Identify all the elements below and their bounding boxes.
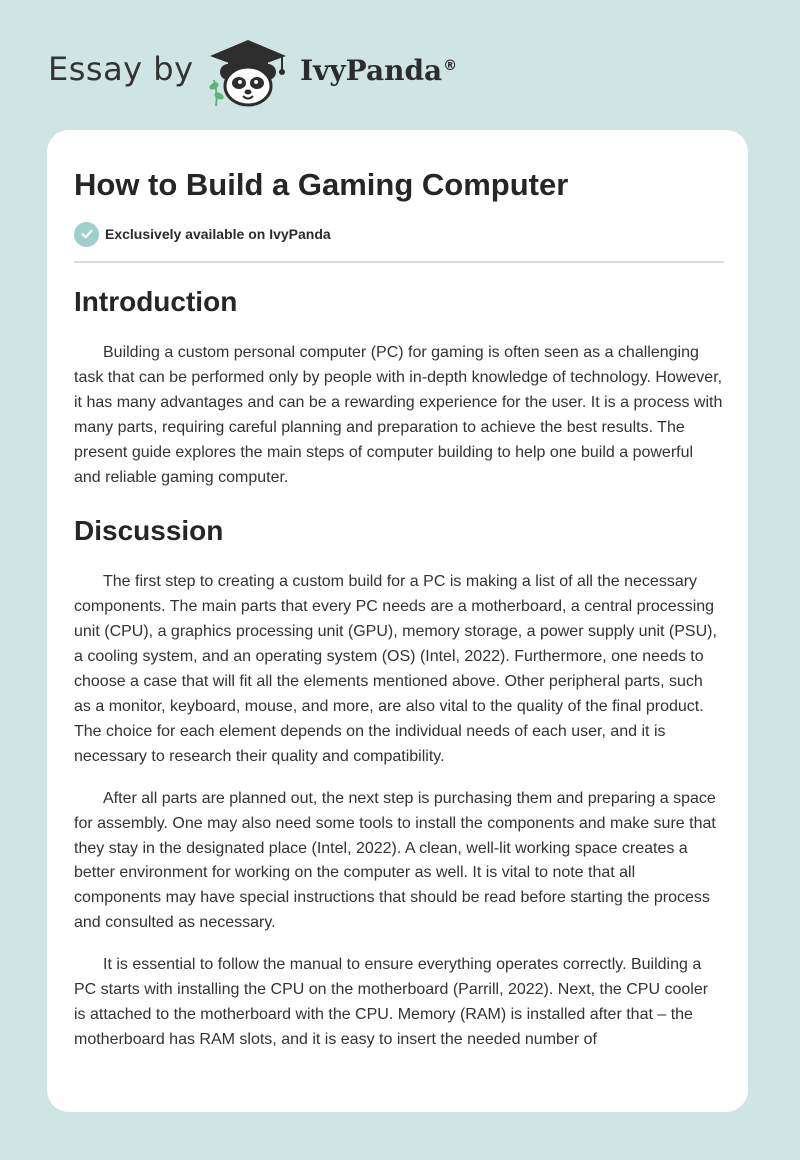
- essay-card: [47, 130, 748, 1112]
- exclusive-badge: [74, 221, 724, 247]
- title-divider: [74, 261, 724, 263]
- discussion-paragraph-1: The first step to creating a custom build for a PC is making a list of all the necessary components. The main parts that every PC needs are a motherboard, a central processing unit (CPU), a graphics processing unit (GPU), memory storage, a power supply unit (PSU), a cooling system, and an operating system (OS) (Intel, 2022). Furthermore, one needs to choose a case that will fit all the elements mentioned above. Other peripheral parts, such as a monitor, keyboard, mouse, and more, are also vital to the quality of the final product. The choice for each element depends on the individual needs of each user, and it is necessary to research their quality and compatibility.: [74, 573, 717, 765]
- brand-header: [48, 30, 488, 110]
- leaf-bottom: [213, 91, 225, 101]
- registered-mark: ®: [443, 57, 458, 74]
- intro-paragraph: Building a custom personal computer (PC) for gaming is often seen as a challenging task that can be performed only by people with in-depth knowledge of technology. However, it has many advantages and can be a rewarding experience for the user. It is a process with many parts, requiring careful planning and preparation to achieve the best results. The present guide explores the main steps of computer building to help one build a powerful and reliable gaming computer.: [74, 344, 723, 486]
- checkmark-icon: [74, 222, 99, 247]
- panda-nose: [245, 90, 252, 95]
- section-heading-introduction: Introduction: [74, 286, 238, 317]
- exclusive-label: Exclusively available on IvyPanda: [105, 226, 331, 242]
- panda-eye-left: [238, 80, 242, 84]
- brand-prefix: Essay by: [48, 50, 194, 88]
- cap-tassel-end: [279, 69, 285, 75]
- brand-name[interactable]: [300, 54, 457, 87]
- essay-title: How to Build a Gaming Computer: [74, 167, 569, 202]
- discussion-paragraph-3: It is essential to follow the manual to ensure everything operates correctly. Building a PC starts with installing the CPU on the motherboard (Parrill, 2022). Next, the CPU cooler is attached to the motherboard with the CPU. Memory (RAM) is installed after that – the motherboard has RAM slots, and it is easy to insert the needed number of: [74, 956, 709, 1048]
- panda-graduate-icon[interactable]: [202, 36, 294, 108]
- panda-eye-right: [254, 80, 258, 84]
- essay-content: [74, 166, 724, 1053]
- discussion-paragraph-2: After all parts are planned out, the next step is purchasing them and preparing a space for assembly. One may also need some tools to install the components and make sure that they stay in the designated place (Intel, 2022). A clean, well-lit working space creates a better environment for working on the computer as well. It is vital to note that all components may have special instructions that should be read before starting the process and consulted as necessary.: [74, 789, 716, 932]
- section-heading-discussion: Discussion: [74, 515, 224, 547]
- brand-name-text: IvyPanda: [300, 54, 443, 87]
